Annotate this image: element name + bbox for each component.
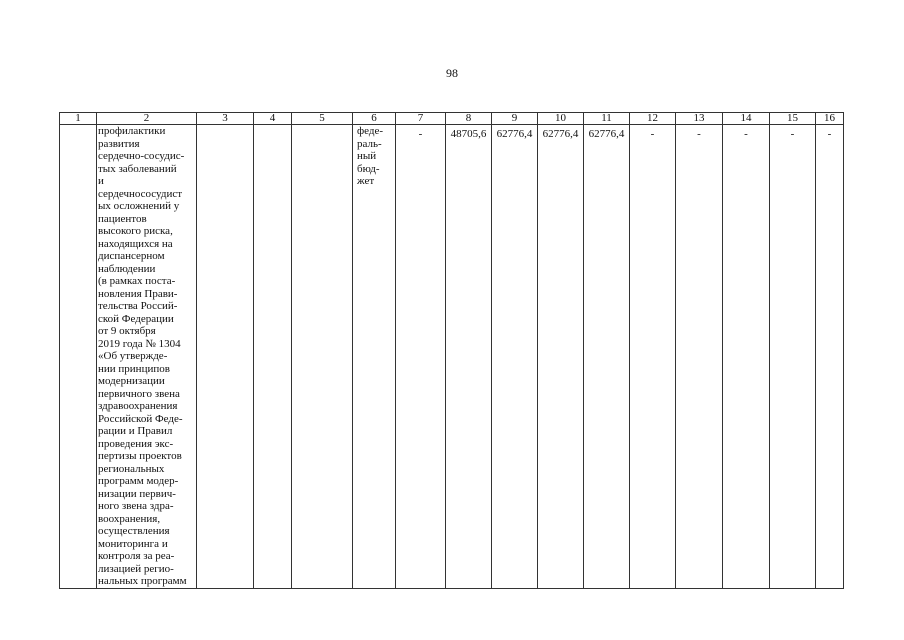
description-line: первичного звена bbox=[98, 387, 180, 400]
cell-description bbox=[97, 125, 197, 589]
header-cell: 16 bbox=[816, 113, 844, 125]
header-cell: 14 bbox=[723, 113, 770, 125]
cell-col13: - bbox=[676, 125, 723, 589]
description-line: осуществления bbox=[98, 525, 170, 537]
funding-source-line: феде- bbox=[357, 125, 384, 137]
header-cell: 1 bbox=[60, 113, 97, 125]
description-line: пациентов bbox=[98, 212, 147, 225]
cell-col14: - bbox=[723, 125, 770, 589]
description-line: пертизы проектов bbox=[98, 450, 182, 462]
header-cell: 6 bbox=[353, 113, 396, 125]
description-line: ного звена здра- bbox=[98, 500, 174, 512]
description-line: Российской Феде- bbox=[98, 412, 183, 425]
description-line: нии принципов bbox=[98, 362, 170, 375]
table-header-row bbox=[60, 113, 844, 125]
header-cell: 13 bbox=[676, 113, 723, 125]
description-line: 2019 года № 1304 bbox=[98, 337, 181, 350]
description-line: тельства Россий- bbox=[98, 300, 178, 312]
description-line: программ модер- bbox=[98, 475, 179, 487]
funding-source-line: раль- bbox=[357, 137, 382, 150]
header-cell: 2 bbox=[97, 113, 197, 125]
cell-col7: - bbox=[396, 125, 446, 589]
funding-source-line: жет bbox=[357, 175, 375, 187]
description-line: диспансерном bbox=[98, 250, 165, 262]
funding-source-line: бюд- bbox=[357, 162, 380, 175]
cell-col10: 62776,4 bbox=[538, 125, 584, 589]
header-cell: 11 bbox=[584, 113, 630, 125]
description-line: региональных bbox=[98, 462, 165, 475]
table-row bbox=[60, 125, 844, 589]
description-line: рации и Правил bbox=[98, 425, 173, 437]
header-cell: 9 bbox=[492, 113, 538, 125]
description-line: развития bbox=[98, 137, 140, 150]
cell-col1 bbox=[60, 125, 97, 589]
description-line: (в рамках поста- bbox=[98, 275, 176, 287]
header-cell: 12 bbox=[630, 113, 676, 125]
description-line: проведения экс- bbox=[98, 437, 174, 450]
description-line: воохранения, bbox=[98, 512, 161, 525]
description-line: высокого риска, bbox=[98, 225, 173, 237]
description-line: нальных программ bbox=[98, 575, 187, 587]
description-line: сердечнососудист bbox=[98, 187, 183, 200]
header-cell: 8 bbox=[446, 113, 492, 125]
description-line: тых заболеваний bbox=[98, 162, 177, 175]
description-line: профилактики bbox=[98, 125, 166, 137]
header-cell: 4 bbox=[254, 113, 292, 125]
header-cell: 15 bbox=[770, 113, 816, 125]
cell-col3 bbox=[197, 125, 254, 589]
header-cell: 5 bbox=[292, 113, 353, 125]
description-line: «Об утвержде- bbox=[98, 350, 168, 362]
cell-col16: - bbox=[816, 125, 844, 589]
cell-col11: 62776,4 bbox=[584, 125, 630, 589]
description-line: наблюдении bbox=[98, 262, 156, 275]
description-line: и bbox=[98, 175, 104, 187]
cell-col15: - bbox=[770, 125, 816, 589]
description-line: лизацией регио- bbox=[98, 562, 174, 575]
header-cell: 7 bbox=[396, 113, 446, 125]
funding-source-line: ный bbox=[357, 150, 377, 162]
header-cell: 3 bbox=[197, 113, 254, 125]
cell-funding-source bbox=[353, 125, 396, 589]
description-line: низации первич- bbox=[98, 487, 176, 500]
cell-col12: - bbox=[630, 125, 676, 589]
description-line: новления Прави- bbox=[98, 287, 178, 300]
budget-table bbox=[59, 112, 844, 589]
description-line: мониторинга и bbox=[98, 537, 168, 550]
description-line: ых осложнений у bbox=[98, 200, 180, 212]
description-line: находящихся на bbox=[98, 237, 173, 250]
cell-col8: 48705,6 bbox=[446, 125, 492, 589]
cell-col5 bbox=[292, 125, 353, 589]
description-line: контроля за реа- bbox=[98, 550, 175, 562]
description-line: сердечно-сосудис- bbox=[98, 150, 185, 162]
description-line: модернизации bbox=[98, 375, 165, 387]
description-line: здравоохранения bbox=[98, 400, 178, 412]
description-line: ской Федерации bbox=[98, 312, 174, 325]
description-line: от 9 октября bbox=[98, 325, 156, 337]
header-cell: 10 bbox=[538, 113, 584, 125]
cell-col9: 62776,4 bbox=[492, 125, 538, 589]
cell-col4 bbox=[254, 125, 292, 589]
page-number: 98 bbox=[446, 66, 458, 80]
